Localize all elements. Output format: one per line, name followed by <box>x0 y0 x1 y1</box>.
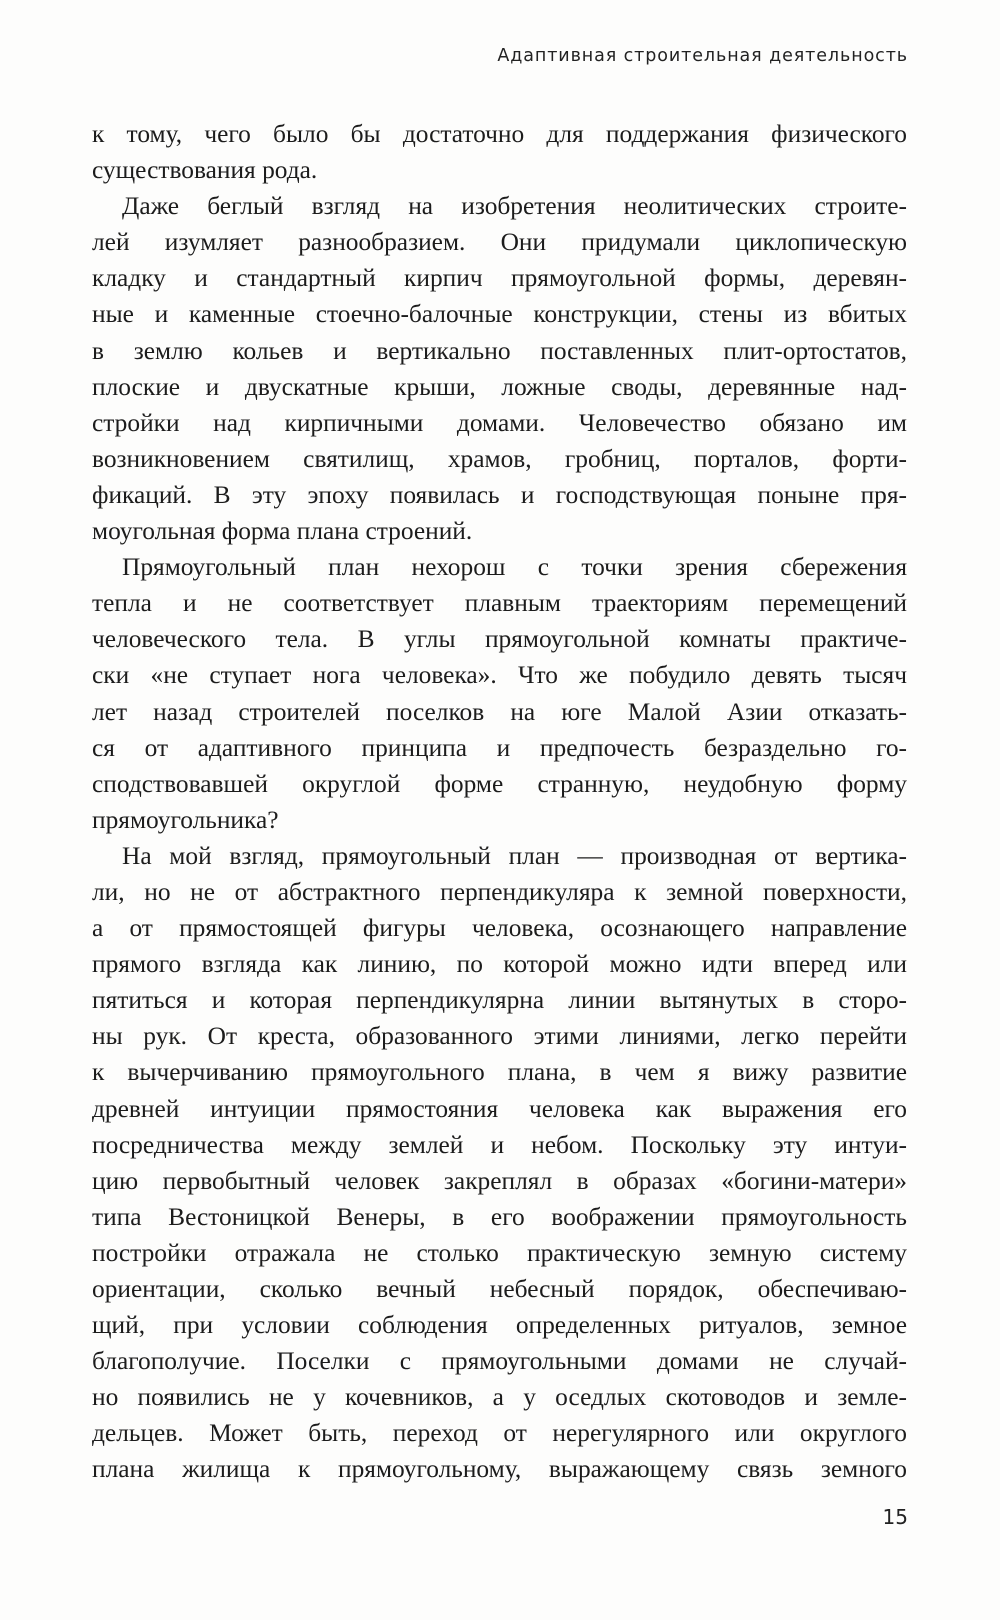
text-line: ли, но не от абстрактного перпендикуляра к земной поверхности, <box>92 877 907 906</box>
paragraph <box>92 116 907 188</box>
text-line: ся от адаптивного принципа и предпочесть безраздельно го- <box>92 733 907 762</box>
text-line: лей изумляет разнообразием. Они придумали циклопическую <box>92 228 907 257</box>
text-line: На мой взгляд, прямоугольный план — производная от вертика- <box>122 841 907 870</box>
text-line: пятиться и которая перпендикулярна линии вытянутых в сторо- <box>92 986 907 1015</box>
paragraph <box>92 188 907 549</box>
text-line: Прямоугольный план нехорош с точки зрения сбережения <box>122 553 907 582</box>
text-line: прямоугольника? <box>92 805 279 834</box>
page-number: 15 <box>882 1505 908 1529</box>
text-line: ны рук. От креста, образованного этими линиями, легко перейти <box>92 1022 907 1051</box>
text-line: человеческого тела. В углы прямоугольной комнаты практиче- <box>92 625 907 654</box>
text-line: кладку и стандартный кирпич прямоугольной формы, деревян- <box>92 264 907 293</box>
text-line: посредничества между землей и небом. Поскольку эту интуи- <box>92 1130 907 1159</box>
text-line: моугольная форма плана строений. <box>92 517 473 546</box>
text-line: сподствовавшей округлой форме странную, неудобную форму <box>92 769 907 798</box>
text-line: постройки отражала не столько практическую земную систему <box>92 1238 907 1267</box>
text-line: к тому, чего было бы достаточно для поддержания физического <box>92 120 907 148</box>
body-text <box>92 116 907 1488</box>
text-line: ски «не ступает нога человека». Что же побудило девять тысяч <box>92 661 907 690</box>
running-head: Адаптивная строительная деятельность <box>497 46 908 66</box>
text-line: к вычерчиванию прямоугольного плана, в чем я вижу развитие <box>92 1058 907 1087</box>
text-line: лет назад строителей поселков на юге Малой Азии отказать- <box>92 697 907 726</box>
text-line: ориентации, сколько вечный небесный порядок, обеспечиваю- <box>92 1275 907 1303</box>
paragraph <box>92 549 907 838</box>
text-line: прямого взгляда как линию, по которой можно идти вперед или <box>92 950 907 979</box>
text-line: благополучие. Поселки с прямоугольными домами не случай- <box>92 1347 907 1376</box>
text-line: плана жилища к прямоугольному, выражающему связь земного <box>92 1455 907 1484</box>
text-line: а от прямостоящей фигуры человека, осознающего направление <box>92 914 907 943</box>
text-line: тепла и не соответствует плавным траекториям перемещений <box>92 589 907 618</box>
text-line: Даже беглый взгляд на изобретения неолитических строите- <box>122 192 907 221</box>
text-line: цию первобытный человек закреплял в образах «богини-матери» <box>92 1166 907 1195</box>
text-line: возникновением святилищ, храмов, гробниц, порталов, форти- <box>92 444 907 473</box>
text-line: в землю кольев и вертикально поставленных плит-ортостатов, <box>92 336 907 365</box>
text-line: типа Вестоницкой Венеры, в его воображении прямоугольность <box>92 1202 907 1231</box>
paragraph <box>92 838 907 1488</box>
text-line: но появились не у кочевников, а у оседлых скотоводов и земле- <box>92 1383 907 1412</box>
text-line: плоские и двускатные крыши, ложные своды, деревянные над- <box>92 372 907 401</box>
text-line: древней интуиции прямостояния человека как выражения его <box>92 1094 907 1123</box>
text-line: ные и каменные стоечно-балочные конструкции, стены из вбитых <box>92 300 907 329</box>
text-line: дельцев. Может быть, переход от нерегулярного или округлого <box>92 1419 907 1448</box>
text-line: стройки над кирпичными домами. Человечество обязано им <box>92 408 907 437</box>
text-line: фикаций. В эту эпоху появилась и господствующая поныне пря- <box>92 480 907 509</box>
text-line: щий, при условии соблюдения определенных ритуалов, земное <box>92 1311 907 1340</box>
text-line: существования рода. <box>92 156 318 185</box>
